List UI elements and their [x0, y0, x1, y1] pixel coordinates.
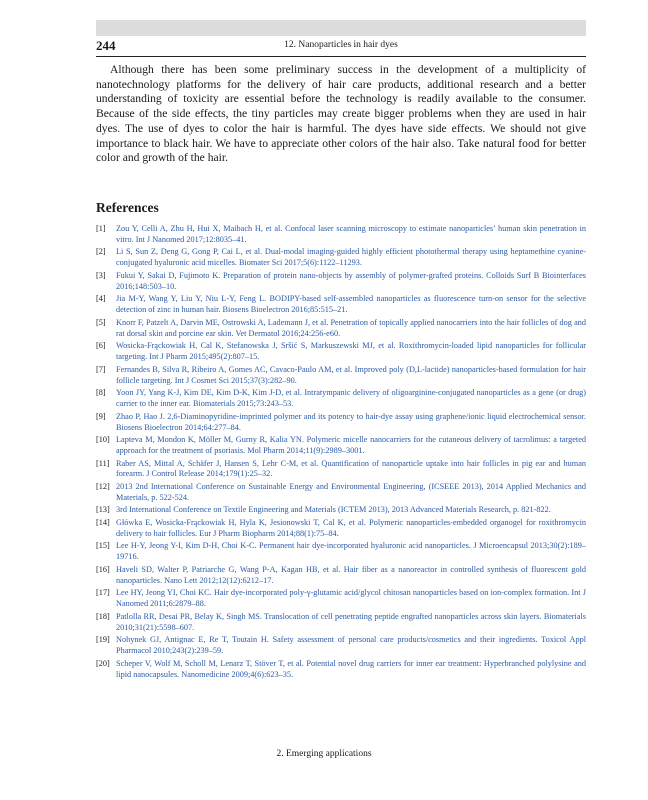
- footer-section-label: 2. Emerging applications: [276, 749, 372, 759]
- reference-link[interactable]: Scheper V, Wolf M, Scholl M, Lenarz T, Stöver T, et al. Potential novel drug carriers for inner ear treatment: Hyperbranched polylysine and lipid nanocapsules. Nanomedicine 2009;4(6):623–35.: [116, 658, 586, 679]
- reference-number: [15]: [96, 541, 110, 551]
- reference-item: [96, 247, 586, 269]
- references-list: [96, 224, 586, 682]
- reference-number: [13]: [96, 505, 110, 515]
- reference-item: [96, 482, 586, 504]
- reference-link[interactable]: Jia M-Y, Wang Y, Liu Y, Niu L-Y, Feng L. BODIPY-based self-assembled nanoparticles as fluorescence turn-on sensor for the selective detection of zinc in human hair. Biosens Bioelectron 2016;85:515–21.: [116, 294, 586, 315]
- reference-number: [2]: [96, 247, 106, 257]
- reference-number: [17]: [96, 588, 110, 598]
- reference-item: [96, 588, 586, 610]
- reference-number: [12]: [96, 481, 110, 491]
- reference-item: [96, 518, 586, 540]
- reference-item: [96, 271, 586, 293]
- reference-link[interactable]: Lee HY, Jeong YI, Choi KC. Hair dye-incorporated poly-γ-glutamic acid/glycol chitosan nanoparticles based on ion-complex formation. Int J Nanomed 2011;6:2879–88.: [116, 588, 586, 609]
- references-heading: References: [96, 200, 159, 215]
- reference-item: [96, 612, 586, 634]
- reference-item: [96, 318, 586, 340]
- reference-item: [96, 565, 586, 587]
- reference-link[interactable]: Nohynek GJ, Antignac E, Re T, Toutain H. Safety assessment of personal care products/cosmetics and their ingredients. Toxicol Appl Pharmacol 2010;243(2):239–59.: [116, 635, 586, 656]
- header-shade-bar: [96, 20, 586, 36]
- reference-link[interactable]: Yoon JY, Yang K-J, Kim DE, Kim D-K, Kim J-D, et al. Intratympanic delivery of oligoarginine-conjugated nanoparticles as a gene (or drug) carrier to the inner ear. Biomaterials 2015;73:243–53.: [116, 388, 586, 409]
- reference-link[interactable]: Fernandes B, Silva R, Ribeiro A, Gomes AC, Cavaco-Paulo AM, et al. Improved poly (D,L-lactide) nanoparticles-based formulation for hair follicle targeting. Int J Cosmet Sci 2015;37(3):282–90.: [116, 364, 586, 385]
- reference-link[interactable]: Haveli SD, Walter P, Patriarche G, Wang P-A, Kagan HB, et al. Hair fiber as a nanoreactor in controlled synthesis of fluorescent gold nanoparticles. Nano Lett 2012;12(12):6212–17.: [116, 564, 586, 585]
- reference-link[interactable]: Zou Y, Celli A, Zhu H, Hui X, Maibach H, et al. Confocal laser scanning microscopy to estimate nanoparticles’ human skin penetration in vitro. Int J Nanomed 2017;12:8035–41.: [116, 224, 586, 244]
- reference-item: [96, 224, 586, 246]
- reference-item: [96, 294, 586, 316]
- reference-item: [96, 505, 586, 516]
- reference-item: [96, 435, 586, 457]
- reference-number: [9]: [96, 411, 106, 421]
- reference-link[interactable]: Raber AS, Mittal A, Schäfer J, Hansen S, Lehr C-M, et al. Quantification of nanoparticle uptake into hair follicles in pig ear and human forearm. J Control Release 2014;179(1):25–32.: [116, 458, 586, 479]
- reference-number: [5]: [96, 317, 106, 327]
- reference-item: [96, 541, 586, 563]
- reference-number: [1]: [96, 224, 106, 233]
- reference-item: [96, 412, 586, 434]
- reference-link[interactable]: Fukui Y, Sakai D, Fujimoto K. Preparation of protein nano-objects by assembly of polymer-grafted proteins. Colloids Surf B Biointerfaces 2016;148:503–10.: [116, 270, 586, 291]
- reference-number: [6]: [96, 341, 106, 351]
- reference-number: [20]: [96, 658, 110, 668]
- reference-link[interactable]: Lee H-Y, Jeong Y-I, Kim D-H, Choi K-C. Permanent hair dye-incorporated hyaluronic acid nanoparticles. J Microencapsul 2013;30(2):189–19716.: [116, 541, 586, 562]
- reference-link[interactable]: Patlolla RR, Desai PR, Belay K, Singh MS. Translocation of cell penetrating peptide engrafted nanoparticles across skin layers. Biomaterials 2010;31(21):5598–607.: [116, 611, 586, 632]
- reference-link[interactable]: 3rd International Conference on Textile Engineering and Materials (ICTEM 2013), 2013 Advanced Materials Research, p. 821-822.: [116, 505, 551, 515]
- reference-item: [96, 659, 586, 681]
- header-divider: [96, 56, 586, 57]
- reference-number: [7]: [96, 364, 106, 374]
- reference-number: [10]: [96, 435, 110, 445]
- reference-number: [8]: [96, 388, 106, 398]
- reference-item: [96, 635, 586, 657]
- reference-item: [96, 341, 586, 363]
- reference-number: [4]: [96, 294, 106, 304]
- reference-item: [96, 365, 586, 387]
- running-title: 12. Nanoparticles in hair dyes: [284, 40, 398, 50]
- reference-number: [11]: [96, 458, 110, 468]
- body-paragraph: Although there has been some preliminary success in the development of a multiplicity of nanotechnology platforms for the delivery of hair care products, additional research and a better understanding of toxicity are essential before the technology is readily available to the consumer. Because of the side effects, the tiny particles may create bigger problems when they are used in hair dyes. The use of dyes to color the hair is harmful. The dyes have side effects. We should not give importance to black hair. We have to appreciate other colors of the hair also. Take natural food for better color and growth of the hair.: [96, 63, 586, 165]
- reference-item: [96, 459, 586, 481]
- reference-number: [3]: [96, 270, 106, 280]
- reference-link[interactable]: Zhao P, Hao J. 2,6-Diaminopyridine-imprinted polymer and its potency to hair-dye assay using graphene/ionic liquid electrochemical sensor. Biosens Bioelectron 2014;64:277–84.: [116, 411, 586, 432]
- reference-link[interactable]: Knorr F, Patzelt A, Darvin ME, Ostrowski A, Lademann J, et al. Penetration of topically applied nanocarriers into the hair follicles of dog and rat dorsal skin and porcine ear skin. Vet Dermatol 2016;24:256-e60.: [116, 317, 586, 338]
- page-number: 244: [96, 38, 116, 53]
- reference-number: [18]: [96, 611, 110, 621]
- reference-link[interactable]: Lapteva M, Mondon K, Möller M, Gurny R, Kalia YN. Polymeric micelle nanocarriers for the cutaneous delivery of tacrolimus: a targeted approach for the treatment of psoriasis. Mol Pharm 2014;11(9):2989–3001.: [116, 435, 586, 456]
- reference-number: [14]: [96, 517, 110, 527]
- reference-number: [19]: [96, 635, 110, 645]
- reference-link[interactable]: 2013 2nd International Conference on Sustainable Energy and Environmental Engineering, (ICSEEE 2013), 2014 Applied Mechanics and Materials, p. 522-524.: [116, 481, 586, 502]
- reference-link[interactable]: Główka E, Wosicka-Frąckowiak H, Hyla K, Jesionowski T, Cal K, et al. Polymeric nanoparticles-embedded organogel for roxithromycin delivery to hair follicles. Eur J Pharm Biopharm 2014;88(1):75–84.: [116, 517, 586, 538]
- reference-number: [16]: [96, 564, 110, 574]
- reference-link[interactable]: Li S, Sun Z, Deng G, Gong P, Cai L, et al. Dual-modal imaging-guided highly efficient photothermal therapy using heptamethine cyanine-conjugated hyaluronic acid micelles. Biomater Sci 2017;5(6):1122–11293.: [116, 247, 586, 268]
- reference-item: [96, 388, 586, 410]
- reference-link[interactable]: Wosicka-Frąckowiak H, Cal K, Stefanowska J, Sršić S, Markuszewski MJ, et al. Roxithromycin-loaded lipid nanoparticles for follicular targeting. Int J Pharm 2015;495(2):807–15.: [116, 341, 586, 362]
